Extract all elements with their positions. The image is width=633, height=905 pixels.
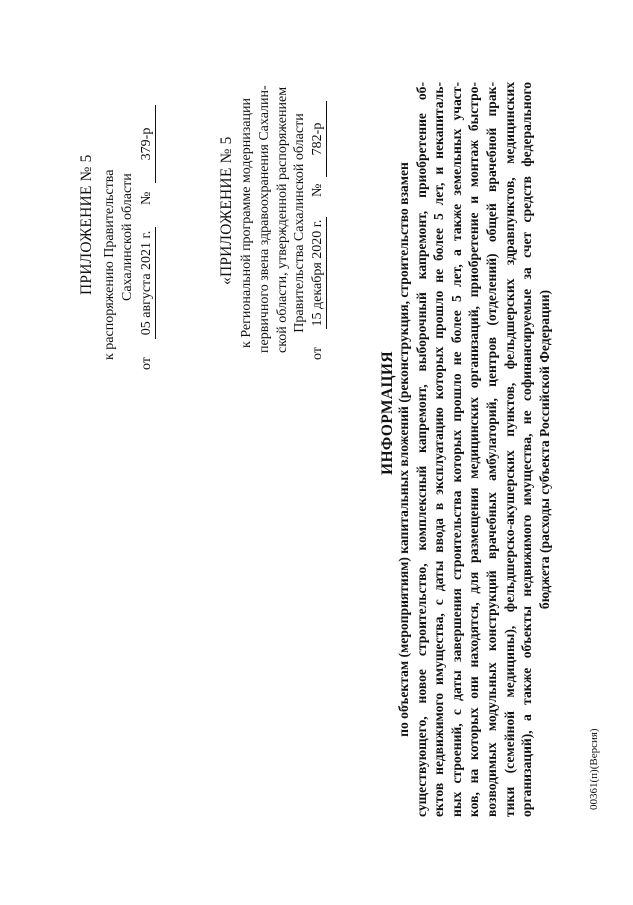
appendix-program-text — [238, 85, 309, 353]
appendix-order-line-1: к распоряжению Правительства — [102, 169, 117, 360]
body-line: ектов недвижимого имущества, с даты ввода в эксплуатацию которых прошло не более 5 лет, и некапиталь- — [431, 82, 447, 817]
body-line: бюджета (расходы субъекта Российской Федерации) — [536, 289, 552, 610]
appendix-program-number: 782-р — [310, 101, 327, 177]
appendix-program-line: Правительства Сахалинской области — [292, 113, 308, 333]
appendix-order-date: 05 августа 2021 г. — [139, 227, 156, 339]
body-line: существующего, новое строительство, комплексный капремонт, выборочный капремонт, приобретение об- — [413, 82, 429, 817]
body-line: тики (семейной медицины), фельдшерско-акушерских пунктов, фельдшерских здравпунктов, медицинских — [501, 82, 517, 817]
appendix-program-from-word: от — [310, 347, 325, 360]
appendix-order-line-2: Сахалинской области — [120, 173, 135, 301]
appendix-program-line: к Региональной программе модернизации — [239, 98, 254, 348]
appendix-order-from-word: от — [139, 357, 154, 370]
body-line: ных строений, с даты завершения строительства которых прошло не более 5 лет, а также земельных участ- — [448, 82, 464, 817]
footer-code: 00361(п)(Версия) — [588, 728, 600, 810]
appendix-program-title: «ПРИЛОЖЕНИЕ № 5 — [218, 136, 235, 285]
body-line: по объектам (мероприятиям) капитальных вложений (реконструкция, строительство взамен — [396, 162, 411, 737]
body-line: возводимых модульных конструкций врачебных амбулаторий, центров (отделений) общей врачебной прак- — [483, 82, 499, 817]
appendix-order-title: ПРИЛОЖЕНИЕ № 5 — [78, 154, 95, 295]
document-body — [395, 82, 553, 817]
body-line: организаций), а также объекты недвижимого имущества, не софинансируемые за счет средств федерального — [519, 82, 535, 817]
appendix-order-number: 379-р — [139, 105, 156, 183]
appendix-program-line: ской области, утвержденной распоряжением — [274, 86, 290, 353]
document-heading: ИНФОРМАЦИЯ — [379, 351, 396, 475]
appendix-order-number-sign: № — [139, 191, 154, 205]
appendix-program-number-sign: № — [310, 183, 325, 197]
appendix-program-line: первичного звена здравоохранения Сахалин- — [256, 85, 272, 353]
body-line: ков, на которых они находятся, для размещения медицинских организаций, приобретение и монтаж быстро- — [466, 82, 482, 817]
appendix-program-date: 15 декабря 2020 г. — [310, 217, 327, 329]
